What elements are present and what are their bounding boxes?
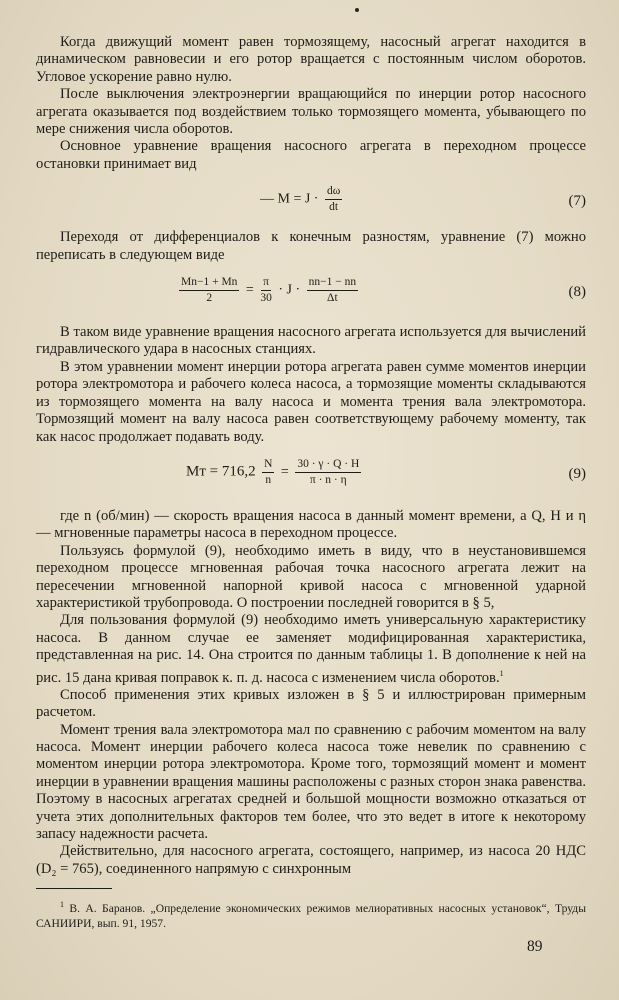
paragraph-3: Основное уравнение вращения насосного агрегата в переходном процессе остановки принимает вид	[36, 138, 586, 172]
eq8-numerator-1: Mn−1 + Mn	[179, 276, 239, 291]
paragraph-1: Когда движущий момент равен тормозящему, насосный агрегат находится в динамическом равновесии и его ротор вращается с постоянным числом оборотов. Угловое ускорение равно нулю.	[36, 34, 586, 85]
page-number: 89	[527, 938, 543, 955]
paragraph-5: В таком виде уравнение вращения насосного агрегата используется для вычислений гидравлического удара в насосных станциях.	[36, 324, 586, 358]
eq9-numerator-1: N	[262, 458, 274, 473]
paragraph-4: Переходя от дифференциалов к конечным разностям, уравнение (7) можно переписать в следующем виде	[36, 229, 586, 263]
paragraph-7: где n (об/мин) — скорость вращения насоса в данный момент времени, а Q, H и η — мгновенные параметры насоса в переходном процессе.	[36, 507, 586, 542]
paragraph-9-text: Для пользования формулой (9) необходимо иметь универсальную характеристику насоса. В данном случае ее заменяет модифицированная характеристика, представленная на рис. 14. Она строится по данным таблицы 1. В дополнение к ней на рис. 15 дана кривая поправок к. п. д. насоса с изменением числа оборотов.	[36, 612, 586, 686]
eq9-fraction-2	[295, 458, 361, 487]
eq8-label: (8)	[568, 284, 586, 301]
eq9-denominator-2: π · n · η	[309, 473, 347, 486]
eq9-lhs: Mт = 716,2	[186, 463, 256, 480]
eq7-numerator: dω	[325, 185, 342, 200]
eq8-fraction-3	[307, 276, 358, 305]
eq7-lhs: — M = J ·	[260, 191, 319, 207]
eq8-numerator-2: π	[261, 276, 271, 291]
footnote-mark: 1	[60, 900, 64, 910]
eq7-fraction	[325, 185, 342, 214]
eq8-fraction-1	[179, 276, 239, 305]
paragraph-2: После выключения электроэнергии вращающийся по инерции ротор насосного агрегата оказывается под воздействием только тормозящего момента, убывающего по мере снижения числа оборотов.	[36, 86, 586, 138]
ink-speck	[355, 8, 359, 12]
eq7-denominator: dt	[329, 201, 339, 214]
paragraph-11: Момент трения вала электромотора мал по сравнению с рабочим моментом на валу насоса. Момент инерции рабочего колеса насоса тоже невелик по сравнению с моментом инерции ротора электромотора. Кроме того, тормозящий момент и момент инерции в уравнении вращения машины расположены с разных сторон знака равенства. Поэтому в насосных агрегатах средней и большой мощности возможно отказаться от учета этих дополнительных факторов тем более, что это ведет в итоге к некоторому запасу надежности расчета.	[36, 721, 586, 843]
eq8-fraction-2	[260, 276, 272, 305]
eq9-label: (9)	[568, 465, 586, 482]
paragraph-9	[36, 612, 586, 686]
paragraph-12: Действительно, для насосного агрегата, состоящего, например, из насоса 20 НДС (D₂ = 765), соединенного напрямую с синхронным	[36, 843, 586, 877]
footnote-reference: 1	[499, 668, 504, 678]
eq8-equals: =	[245, 282, 254, 298]
eq9-denominator-1: n	[265, 473, 272, 486]
paragraph-6: В этом уравнении момент инерции ротора агрегата равен сумме моментов инерции ротора электромотора и рабочего колеса насоса, а тормозящие моменты складываются из тормозящего момента на валу насоса и момента трения вала электромотора. Тормозящий момент на валу насоса равен соответствующему рабочему моменту, так как насос продолжает подавать воду.	[36, 358, 586, 445]
footnote	[36, 897, 586, 931]
equation-8	[36, 272, 586, 316]
paragraph-10: Способ применения этих кривых изложен в § 5 и иллюстрирован примерным расчетом.	[36, 686, 586, 721]
eq7-label: (7)	[568, 193, 586, 210]
footnote-divider	[36, 888, 112, 889]
eq8-numerator-3: nn−1 − nn	[307, 276, 358, 291]
paragraph-8: Пользуясь формулой (9), необходимо иметь в виду, что в неустановившемся переходном процессе мгновенная рабочая точка насосного агрегата лежит на пересечении мгновенной напорной кривой насоса с мгновенной ударной характеристикой трубопровода. О построении последней говорится в § 5,	[36, 542, 586, 611]
eq9-numerator-2: 30 · γ · Q · H	[295, 458, 361, 473]
eq8-denominator-1: 2	[206, 292, 213, 305]
eq8-denominator-2: 30	[260, 292, 272, 305]
eq8-middle: · J ·	[278, 282, 301, 298]
eq9-fraction-1	[262, 458, 274, 487]
equation-7	[36, 181, 586, 221]
equation-9	[36, 454, 586, 500]
eq9-equals: =	[280, 464, 289, 480]
main-text	[36, 34, 586, 931]
eq8-denominator-3: Δt	[327, 292, 338, 305]
footnote-text: В. А. Баранов. „Определение экономических режимов мелиоративных насосных установок“, Труды САНИИРИ, вып. 91, 1957.	[36, 902, 586, 931]
